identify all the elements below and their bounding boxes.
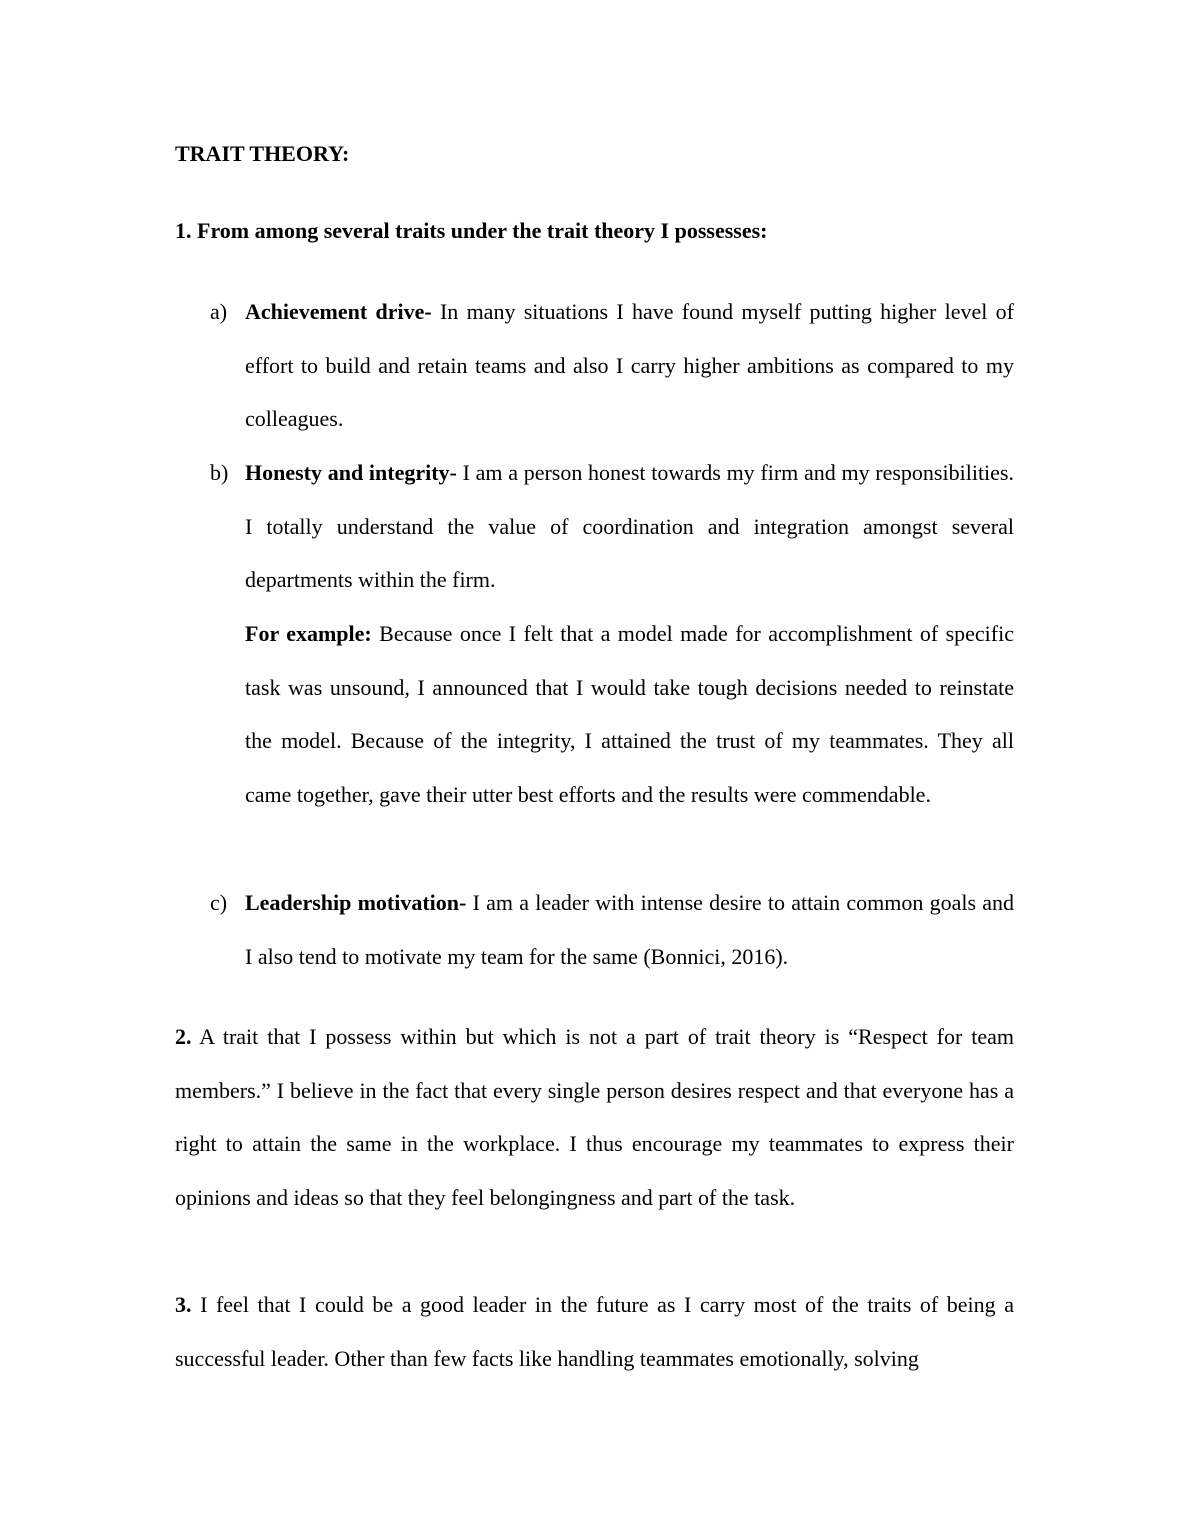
list-item-text	[245, 876, 1014, 983]
trait-label: Achievement drive-	[245, 299, 432, 324]
list-item-text	[245, 446, 1014, 607]
list-marker: a)	[210, 299, 228, 324]
list-item	[175, 446, 1014, 607]
trait-label: Leadership motivation-	[245, 890, 467, 915]
trait-description: In many situations I have found myself putting higher level of effort to build and retain teams and also I carry higher ambitions as compared to my colleagues.	[245, 299, 1014, 432]
page-title: TRAIT THEORY:	[175, 141, 350, 166]
paragraph-3	[175, 1278, 1014, 1385]
list-item	[175, 285, 1014, 446]
list-item-text	[245, 285, 1014, 446]
example-label: For example:	[245, 621, 372, 646]
list-marker: c)	[210, 890, 228, 915]
example-text	[245, 607, 1014, 822]
example-description: Because once I felt that a model made for accomplishment of specific task was unsound, I announced that I would take tough decisions needed to reinstate the model. Because of the integrity, I attained the trust of my teammates. They all came together, gave their utter best efforts and the results were commendable.	[245, 621, 1014, 808]
paragraph-number: 3.	[175, 1292, 192, 1317]
example-block	[175, 607, 1014, 822]
list-item	[175, 876, 1014, 983]
trait-description: I am a person honest towards my firm and my responsibilities. I totally understand the value of coordination and integration amongst several departments within the firm.	[245, 460, 1014, 593]
trait-label: Honesty and integrity-	[245, 460, 457, 485]
question-1-heading: 1. From among several traits under the trait theory I possesses:	[175, 218, 768, 243]
paragraph-text: I feel that I could be a good leader in the future as I carry most of the traits of being a successful leader. Other than few facts like handling teammates emotionally, solving	[175, 1292, 1014, 1371]
list-marker: b)	[210, 460, 229, 485]
paragraph-text: A trait that I possess within but which is not a part of trait theory is “Respect for team members.” I believe in the fact that every single person desires respect and that everyone has a right to attain the same in the workplace. I thus encourage my teammates to express their opinions and ideas so that they feel belongingness and part of the task.	[175, 1024, 1014, 1211]
trait-description: I am a leader with intense desire to attain common goals and I also tend to motivate my team for the same (Bonnici, 2016).	[245, 890, 1014, 969]
paragraph-2	[175, 1010, 1014, 1225]
paragraph-number: 2.	[175, 1024, 192, 1049]
